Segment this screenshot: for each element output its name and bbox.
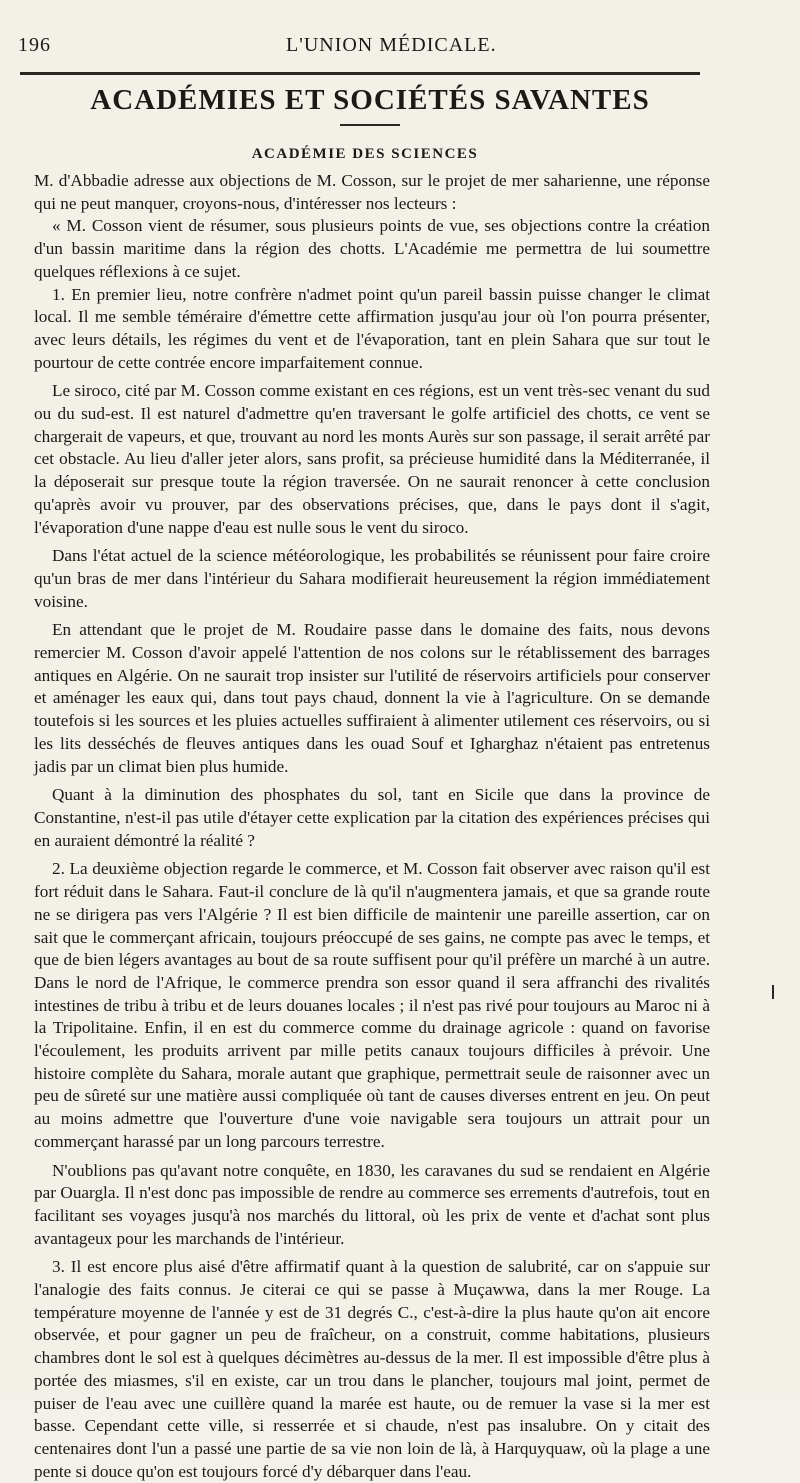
page-header (18, 28, 758, 60)
paragraph: « M. Cosson vient de résumer, sous plusieurs points de vue, ses objections contre la création d'un bassin maritime dans la région des chotts. L'Académie me permettra de lui soumettre quelques réflexions à ce sujet. (34, 216, 710, 281)
paragraph: En attendant que le projet de M. Roudaire passe dans le domaine des faits, nous devons remercier M. Cosson d'avoir appelé l'attention de nos colons sur le rétablissement des barrages antiques en Algérie. On ne saurait trop insister sur l'utilité de réservoirs artificiels pour conserver et aménager les eaux qui, dans tout pays chaud, donnent la vie à l'agriculture. On se demande toutefois si les sources et les pluies actuelles suffiraient à alimenter utilement ces réservoirs, ou si les lits desséchés de fleuves antiques dans les ouad Souf et Igharghaz n'étaient pas entretenus jadis par un climat bien plus humide. (34, 620, 710, 776)
paragraph: 2. La deuxième objection regarde le commerce, et M. Cosson fait observer avec raison qu'il est fort réduit dans le Sahara. Faut-il conclure de là qu'il n'augmentera jamais, et que sa grande route ne se dirigera pas vers l'Algérie ? Il est bien difficile de maintenir une pareille assertion, car on sait que le commerçant africain, toujours préoccupé de ses gains, ne compte pas avec le temps, et que de bien légers avantages au bout de sa route suffisent pour qu'il préfère un marché à un autre. Dans le nord de l'Afrique, le commerce prendra son essor quand il sera affranchi des rivalités intestines de tribu à tribu et de leurs douanes locales ; il n'est pas rivé pour toujours au Maroc ni à la Tripolitaine. Enfin, il en est du commerce comme du drainage agricole : quand on favorise l'écoulement, les produits arrivent par mille petits canaux toujours difficiles à prévoir. Une histoire complète du Sahara, morale autant que graphique, permettrait seule de raisonner avec un peu de sûreté sur une matière aussi compliquée où tant de causes diverses entrent en jeu. On peut au moins admettre que l'ouverture d'une voie navigable sera toujours un attrait pour un commerçant harassé par un long parcours terrestre. (34, 859, 710, 1151)
paragraph: Quant à la diminution des phosphates du sol, tant en Sicile que dans la province de Constantine, n'est-il pas utile d'étayer cette explication par la citation des expériences précises qui en auraient démontré la réalité ? (34, 785, 710, 850)
section-title: ACADÉMIES ET SOCIÉTÉS SAVANTES (90, 84, 650, 116)
title-divider (340, 124, 400, 126)
paragraph: 1. En premier lieu, notre confrère n'admet point qu'un pareil bassin puisse changer le climat local. Il me semble téméraire d'émettre cette affirmation jusqu'au jour où l'on pourra présenter, avec leurs détails, les régimes du vent et de l'évaporation, tant en plein Sahara que sur tout le pourtour de cette contrée encore imparfaitement connue. (34, 284, 710, 372)
paragraph: N'oublions pas qu'avant notre conquête, en 1830, les caravanes du sud se rendaient en Algérie par Ouargla. Il n'est donc pas impossible de rendre au commerce ses errements d'autrefois, tout en facilitant ses voyages jusqu'à nos marchés du littoral, où les prix de vente et d'achat sont plus avantageux pour les marchands de l'intérieur. (34, 1160, 710, 1248)
page-number: 196 (18, 34, 51, 56)
running-head: L'UNION MÉDICALE. (286, 34, 497, 56)
paragraph: Dans l'état actuel de la science météorologique, les probabilités se réunissent pour faire croire qu'un bras de mer dans l'intérieur du Sahara modifierait heureusement la région immédiatement voisine. (34, 546, 710, 611)
article-body (34, 170, 710, 1483)
header-rule (20, 72, 700, 75)
paragraph: 3. Il est encore plus aisé d'être affirmatif quant à la question de salubrité, car on s'appuie sur l'analogie des faits connus. Je citerai ce qui se passe à Muçawwa, dans la mer Rouge. La température moyenne de l'année y est de 31 degrés C., c'est-à-dire la plus haute qu'on ait encore observée, et pour gagner un peu de fraîcheur, on a construit, comme habitations, plusieurs chambres dont le sol est à quelques décimètres au-dessus de la mer. Il est impossible d'être plus à portée des miasmes, s'il en existe, car un trou dans le plancher, toujours mal joint, permet de puiser de l'eau avec une cuillère quand la marée est haute, ou de remuer la vase si la mer est basse. Cependant cette ville, si resserrée et si chaude, n'est pas insalubre. On y citait des centenaires dont l'un a passé une partie de sa vie non loin de là, à Harquyquaw, où la plage a une pente si douce qu'on est toujours forcé d'y débarquer dans l'eau. (34, 1257, 710, 1481)
paragraph-intro: M. d'Abbadie adresse aux objections de M. Cosson, sur le projet de mer saharienne, une réponse qui ne peut manquer, croyons-nous, d'intéresser nos lecteurs : (34, 171, 710, 213)
section-subtitle: ACADÉMIE DES SCIENCES (251, 146, 479, 162)
paragraph: Le siroco, cité par M. Cosson comme existant en ces régions, est un vent très-sec venant du sud ou du sud-est. Il est naturel d'admettre qu'en traversant le golfe artificiel des chotts, ce vent se chargerait de vapeurs, et que, trouvant au nord les monts Aurès sur son passage, il serait arrêté par cet obstacle. Au lieu d'aller jeter alors, sans profit, sa précieuse humidité dans la Méditerranée, il la déposerait sur presque toute la région traversée. On ne saurait renoncer à cette conclusion qu'après avoir vu prouver, par des observations précises, que, dans le pays dont il s'agit, l'évaporation d'une nappe d'eau est nulle sous le vent du siroco. (34, 381, 710, 537)
margin-mark (772, 985, 774, 999)
